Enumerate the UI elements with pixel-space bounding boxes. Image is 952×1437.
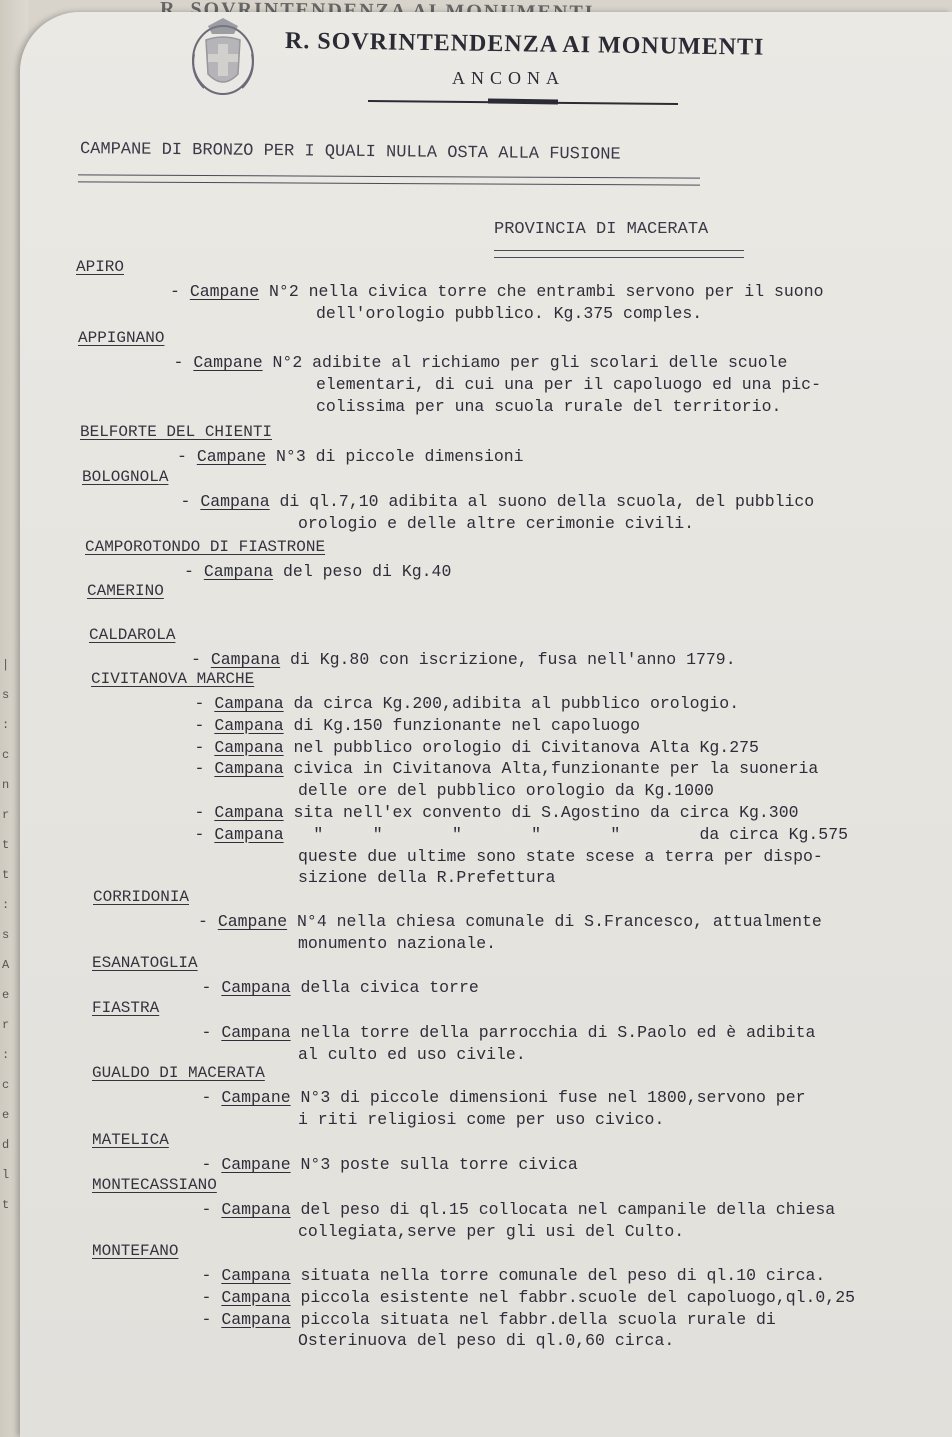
entry-line <box>174 353 788 372</box>
entry-text: civica in Civitanova Alta,funzionante per la suoneria <box>283 759 819 779</box>
entry-dash: - <box>201 1287 222 1307</box>
town-name: MATELICA <box>92 1131 169 1149</box>
entry-text: al culto ed uso civile. <box>298 1044 526 1064</box>
town-name: FIASTRA <box>92 999 160 1017</box>
entry-dash: - <box>184 562 204 581</box>
entry-dash: - <box>201 1200 222 1219</box>
entry-line <box>202 1288 856 1307</box>
entry-line <box>195 694 740 713</box>
entry-text: Osterinuova del peso di ql.0,60 circa. <box>298 1331 675 1351</box>
entry-text: sita nell'ex convento di S.Agostino da circa Kg.300 <box>283 803 799 822</box>
entry-line <box>181 492 815 511</box>
entry-text: del peso di Kg.40 <box>273 562 452 581</box>
entry-line <box>202 1200 836 1219</box>
entry-text: di ql.7,10 adibita al suono della scuola, del pubblico <box>269 492 815 511</box>
entry-text: queste due ultime sono state scese a terra per dispo- <box>298 846 823 866</box>
entry-text: N°3 di piccole dimensioni <box>266 447 524 466</box>
entry-text: N°3 di piccole dimensioni fuse nel 1800,servono per <box>290 1088 806 1107</box>
town-name: CAMPOROTONDO DI FIASTRONE <box>85 538 326 556</box>
entry-line <box>298 868 555 887</box>
entry-text: delle ore del pubblico orologio da Kg.1000 <box>298 781 714 801</box>
left-sheet-marks: | s : c n r t t : s A e r : c e d l t <box>2 658 10 1212</box>
entry-dash: - <box>194 694 215 713</box>
entry-text: i riti religiosi come per uso civico. <box>298 1109 665 1129</box>
entry-dash: - <box>201 1088 222 1107</box>
entry-text: dell'orologio pubblico. Kg.375 comples. <box>316 303 703 323</box>
bell-keyword: Campana <box>221 1309 291 1329</box>
bell-keyword: Campana <box>214 694 284 713</box>
town-name: CORRIDONIA <box>93 888 190 906</box>
entry-line <box>191 650 736 669</box>
entry-line <box>202 1266 826 1285</box>
bell-keyword: Campana <box>200 492 270 511</box>
entry-text: di Kg.80 con iscrizione, fusa nell'anno 1779. <box>280 650 736 669</box>
entry-text: situata nella torre comunale del peso di ql.10 circa. <box>290 1266 826 1285</box>
entry-dash: - <box>180 492 201 511</box>
bell-keyword: Campana <box>221 1287 291 1307</box>
entry-text: nel pubblico orologio di Civitanova Alta Kg.275 <box>283 737 759 757</box>
entry-text: N°2 nella civica torre che entrambi servono per il suono <box>259 282 824 301</box>
bell-keyword: Campana <box>221 1266 291 1285</box>
entry-line <box>298 1045 526 1064</box>
bell-keyword: Campana <box>214 803 284 822</box>
entry-text: N°4 nella chiesa comunale di S.Francesco, attualmente <box>287 912 822 931</box>
entry-dash: - <box>194 824 215 844</box>
entry-line <box>298 847 823 866</box>
bell-keyword: Campane <box>217 912 288 931</box>
office-title: R. SOVRINTENDENZA AI MONUMENTI <box>284 28 765 61</box>
entry-line <box>298 781 714 800</box>
bell-keyword: Campane <box>221 1088 291 1107</box>
town-name: CALDAROLA <box>89 626 176 644</box>
town-name: APPIGNANO <box>78 329 165 347</box>
entry-dash: - <box>194 715 215 735</box>
town-name: MONTEFANO <box>92 1242 179 1260</box>
document-title: CAMPANE DI BRONZO PER I QUALI NULLA OSTA ALLA FUSIONE <box>79 140 621 165</box>
town-name: ESANATOGLIA <box>92 954 198 972</box>
bell-keyword: Campana <box>203 562 274 581</box>
entry-dash: - <box>177 447 197 466</box>
entry-text: nella torre della parrocchia di S.Paolo ed è adibita <box>290 1023 816 1042</box>
bell-keyword: Campana <box>221 978 291 997</box>
entry-text: piccola esistente nel fabbr.scuole del capoluogo,ql.0,25 <box>290 1287 856 1307</box>
bell-keyword: Campana <box>221 1200 291 1219</box>
town-name: BOLOGNOLA <box>82 468 169 486</box>
entry-text: monumento nazionale. <box>298 933 497 953</box>
bell-keyword: Campane <box>189 282 260 301</box>
entry-dash: - <box>198 912 218 931</box>
entry-text: di Kg.150 funzionante nel capoluogo <box>283 715 641 735</box>
entry-text: da circa Kg.200,adibita al pubblico orologio. <box>283 694 740 713</box>
bell-keyword: Campana <box>214 824 284 844</box>
entry-line <box>316 397 781 416</box>
bell-keyword: Campana <box>214 759 284 779</box>
entry-dash: - <box>201 978 222 997</box>
bell-keyword: Campana <box>210 650 281 669</box>
entry-line <box>198 912 822 931</box>
entry-text: orologio e delle altre cerimonie civili. <box>298 513 695 533</box>
town-name: APIRO <box>76 258 125 276</box>
bell-keyword: Campana <box>214 737 284 757</box>
entry-text: del peso di ql.15 collocata nel campanile della chiesa <box>290 1200 836 1219</box>
entry-dash: - <box>201 1023 222 1042</box>
entry-text: N°3 poste sulla torre civica <box>290 1155 578 1174</box>
town-name: MONTECASSIANO <box>92 1176 217 1194</box>
town-name: GUALDO DI MACERATA <box>92 1064 265 1082</box>
entry-line <box>202 978 479 997</box>
entry-dash: - <box>201 1266 222 1285</box>
entry-line <box>195 825 849 844</box>
entry-text: elementari, di cui una per il capoluogo ed una pic- <box>316 374 821 394</box>
entry-line <box>298 934 496 953</box>
entry-dash: - <box>201 1309 222 1329</box>
entry-line <box>316 375 821 394</box>
entry-dash: - <box>194 803 215 822</box>
entry-line <box>202 1023 816 1042</box>
bell-keyword: Campana <box>214 715 284 735</box>
entry-line <box>298 1222 684 1241</box>
entry-line <box>298 514 694 533</box>
bell-keyword: Campane <box>193 353 263 372</box>
entry-dash: - <box>194 737 215 757</box>
bell-keyword: Campane <box>221 1155 291 1174</box>
entry-line <box>298 1110 664 1129</box>
entry-line <box>202 1088 806 1107</box>
entry-dash: - <box>201 1155 222 1174</box>
province-heading: PROVINCIA DI MACERATA <box>494 220 709 239</box>
entry-line <box>184 562 451 581</box>
entry-dash: - <box>194 759 215 779</box>
entry-line <box>316 304 702 323</box>
entry-line <box>195 716 641 735</box>
town-name: CAMERINO <box>87 582 164 600</box>
bell-keyword: Campane <box>196 447 267 466</box>
entry-dash: - <box>173 353 194 372</box>
entry-line <box>298 1331 674 1350</box>
entry-line <box>195 803 799 822</box>
entry-line <box>202 1155 578 1174</box>
entry-line <box>170 282 824 301</box>
town-name: CIVITANOVA MARCHE <box>91 670 255 688</box>
entry-text: collegiata,serve per gli usi del Culto. <box>298 1221 685 1241</box>
entry-text: N°2 adibite al richiamo per gli scolari delle scuole <box>262 353 788 372</box>
entry-line <box>202 1310 776 1329</box>
entry-text: sizione della R.Prefettura <box>298 868 556 888</box>
entry-text: piccola situata nel fabbr.della scuola rurale di <box>290 1309 776 1329</box>
entry-line <box>177 447 524 466</box>
entry-text: " " " " " da circa Kg.575 <box>283 824 849 844</box>
office-city: ANCONA <box>452 68 566 88</box>
entry-dash: - <box>191 650 211 669</box>
entry-text: della civica torre <box>290 978 479 997</box>
entry-dash: - <box>170 282 190 301</box>
town-name: BELFORTE DEL CHIENTI <box>80 423 273 441</box>
entry-text: colissima per una scuola rurale del territorio. <box>316 396 782 416</box>
bell-keyword: Campana <box>221 1023 291 1042</box>
entry-line <box>195 759 819 778</box>
entry-line <box>195 738 759 757</box>
